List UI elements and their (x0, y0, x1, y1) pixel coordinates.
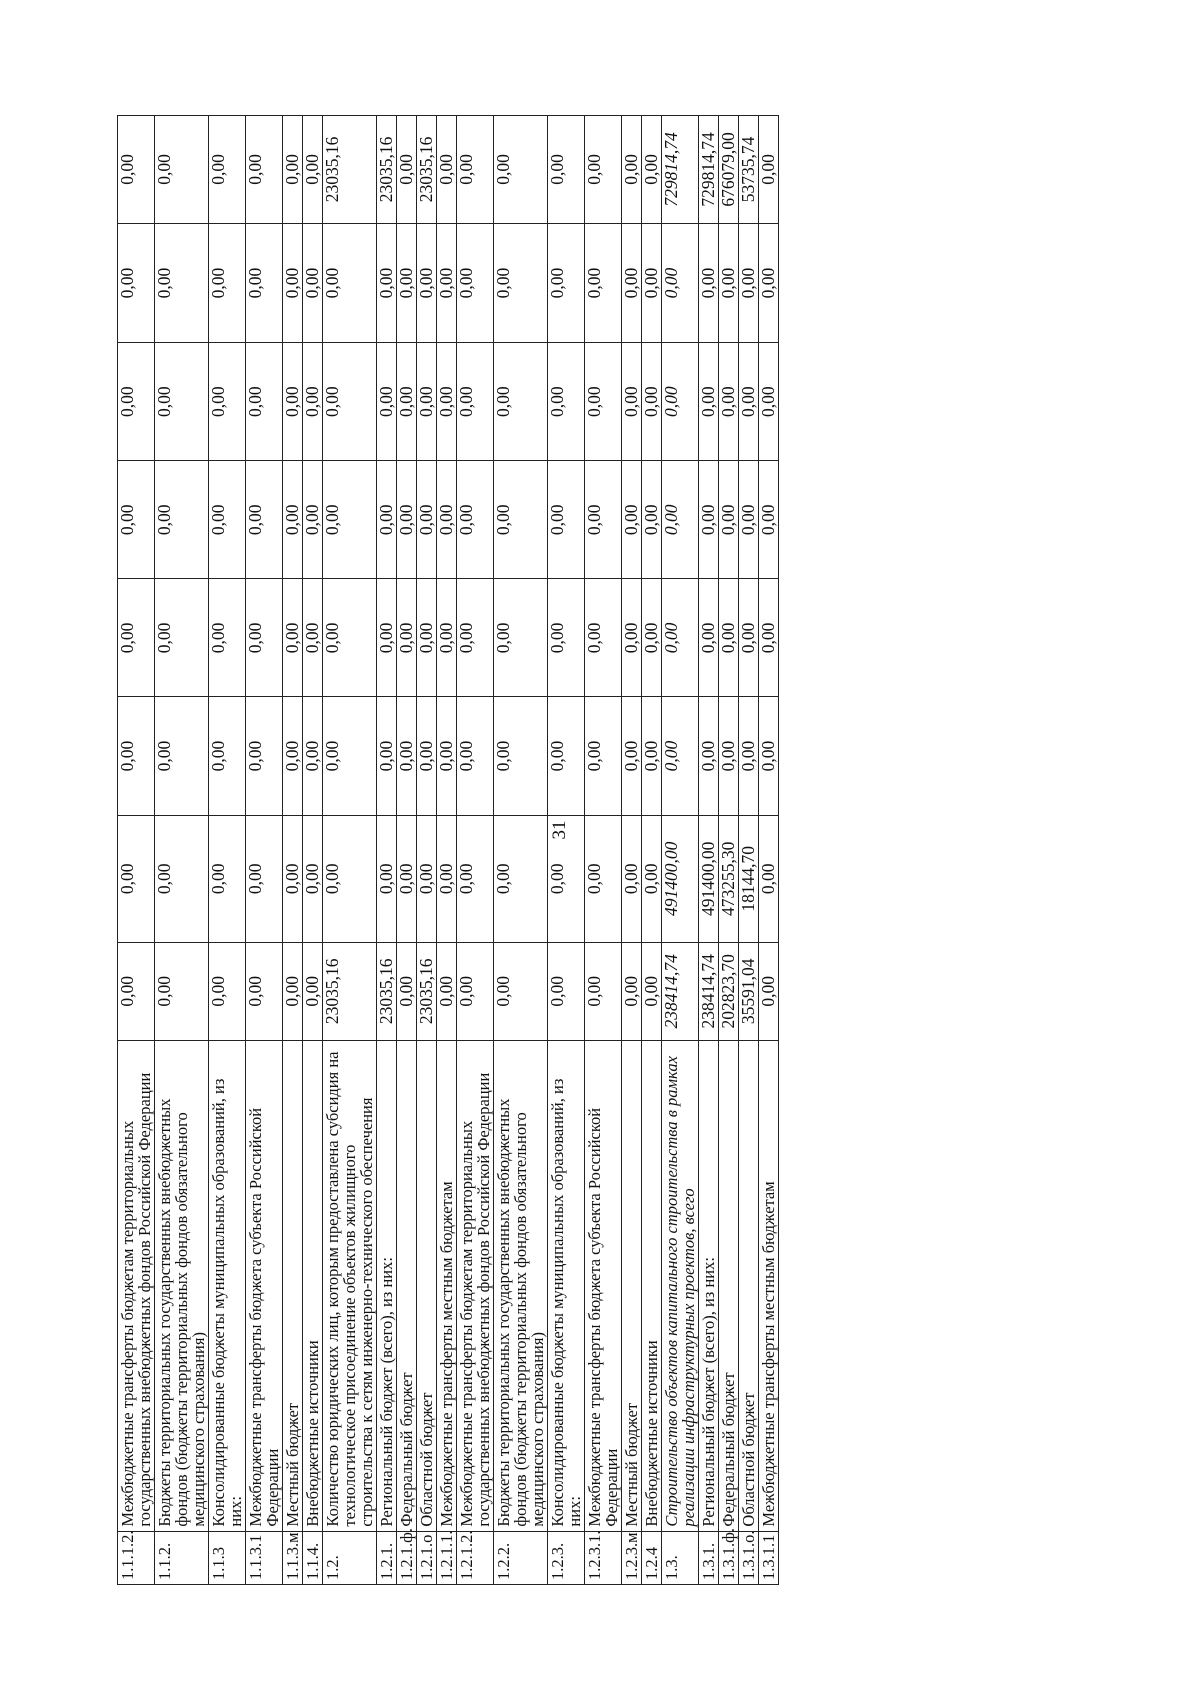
row-name: Федеральный бюджет (397, 1040, 417, 1531)
value-cell: 0,00 (118, 223, 155, 342)
table-row (494, 116, 548, 1585)
value-cell: 0,00 (662, 223, 699, 342)
value-cell: 0,00 (437, 116, 457, 224)
value-cell: 729814,74 (699, 116, 719, 224)
value-cell: 0,00 (494, 815, 548, 942)
value-cell: 0,00 (397, 942, 417, 1040)
value-cell: 0,00 (303, 942, 323, 1040)
value-cell: 0,00 (437, 815, 457, 942)
value-cell: 0,00 (283, 461, 303, 579)
value-cell: 0,00 (457, 223, 494, 342)
row-name: Региональный бюджет (всего), из них: (699, 1040, 719, 1531)
value-cell: 0,00 (283, 343, 303, 461)
value-cell: 0,00 (548, 461, 585, 579)
value-cell: 0,00 (759, 223, 779, 342)
value-cell: 0,00 (437, 343, 457, 461)
value-cell: 0,00 (699, 461, 719, 579)
value-cell: 0,00 (155, 116, 209, 224)
row-name: Федеральный бюджет (719, 1040, 739, 1531)
value-cell: 0,00 (155, 461, 209, 579)
row-code: 1.3.1.ф. (719, 1531, 739, 1584)
row-name: Региональный бюджет (всего), из них: (377, 1040, 397, 1531)
value-cell: 0,00 (662, 461, 699, 579)
value-cell: 0,00 (437, 697, 457, 815)
table-row (642, 116, 662, 1585)
value-cell: 0,00 (585, 223, 622, 342)
value-cell: 0,00 (417, 461, 437, 579)
value-cell: 0,00 (585, 942, 622, 1040)
value-cell: 0,00 (323, 223, 377, 342)
value-cell: 0,00 (437, 223, 457, 342)
row-code: 1.1.4. (303, 1531, 323, 1584)
value-cell: 0,00 (303, 223, 323, 342)
value-cell: 0,00 (397, 697, 417, 815)
table-row (548, 116, 585, 1585)
value-cell: 0,00 (548, 116, 585, 224)
value-cell: 0,00 (548, 223, 585, 342)
table-row (622, 116, 642, 1585)
value-cell: 0,00 (622, 223, 642, 342)
row-code: 1.3.1. (699, 1531, 719, 1584)
table-row (397, 116, 417, 1585)
value-cell: 0,00 (719, 223, 739, 342)
value-cell: 0,00 (642, 697, 662, 815)
value-cell: 0,00 (548, 343, 585, 461)
value-cell: 0,00 (303, 815, 323, 942)
value-cell: 0,00 (323, 461, 377, 579)
value-cell: 0,00 (548, 697, 585, 815)
value-cell: 0,00 (417, 579, 437, 697)
value-cell: 0,00 (417, 223, 437, 342)
value-cell: 0,00 (642, 343, 662, 461)
value-cell: 0,00 (759, 942, 779, 1040)
row-code: 1.1.3.1 (246, 1531, 283, 1584)
table-row (209, 116, 246, 1585)
value-cell: 0,00 (377, 579, 397, 697)
row-code: 1.2.3.м (622, 1531, 642, 1584)
value-cell: 0,00 (209, 942, 246, 1040)
table-row (585, 116, 622, 1585)
row-name: Межбюджетные трансферты местным бюджетам (437, 1040, 457, 1531)
table-row (417, 116, 437, 1585)
value-cell: 0,00 (719, 343, 739, 461)
value-cell: 0,00 (246, 815, 283, 942)
value-cell: 0,00 (759, 461, 779, 579)
value-cell: 23035,16 (323, 116, 377, 224)
value-cell: 0,00 (397, 579, 417, 697)
value-cell: 0,00 (622, 116, 642, 224)
value-cell: 0,00 (246, 697, 283, 815)
value-cell: 0,00 (759, 815, 779, 942)
value-cell: 0,00 (759, 697, 779, 815)
value-cell: 0,00 (719, 697, 739, 815)
row-name: Межбюджетные трансферты бюджета субъекта Российской Федерации (246, 1040, 283, 1531)
value-cell: 0,00 (209, 223, 246, 342)
value-cell: 0,00 (283, 116, 303, 224)
value-cell: 0,00 (283, 815, 303, 942)
value-cell: 238414,74 (662, 942, 699, 1040)
value-cell: 0,00 (622, 815, 642, 942)
value-cell: 0,00 (662, 697, 699, 815)
table-row (437, 116, 457, 1585)
value-cell: 0,00 (759, 579, 779, 697)
table-row (759, 116, 779, 1585)
value-cell: 0,00 (739, 461, 759, 579)
table-row (739, 116, 759, 1585)
value-cell: 0,00 (585, 461, 622, 579)
value-cell: 0,00 (494, 579, 548, 697)
value-cell: 0,00 (323, 815, 377, 942)
value-cell: 0,00 (155, 223, 209, 342)
row-code: 1.2.1.2. (457, 1531, 494, 1584)
row-code: 1.3.1.1 (759, 1531, 779, 1584)
value-cell: 0,00 (377, 461, 397, 579)
value-cell: 53735,74 (739, 116, 759, 224)
value-cell: 491400,00 (699, 815, 719, 942)
value-cell: 35591,04 (739, 942, 759, 1040)
value-cell: 0,00 (662, 579, 699, 697)
value-cell: 0,00 (155, 343, 209, 461)
value-cell: 0,00 (303, 697, 323, 815)
value-cell: 0,00 (494, 223, 548, 342)
row-code: 1.1.3 (209, 1531, 246, 1584)
value-cell: 0,00 (642, 223, 662, 342)
value-cell: 0,00 (209, 461, 246, 579)
value-cell: 0,00 (118, 815, 155, 942)
value-cell: 0,00 (548, 815, 585, 942)
value-cell: 0,00 (585, 579, 622, 697)
table-row (377, 116, 397, 1585)
value-cell: 0,00 (642, 942, 662, 1040)
value-cell: 0,00 (759, 343, 779, 461)
value-cell: 0,00 (548, 579, 585, 697)
value-cell: 0,00 (457, 815, 494, 942)
table-row (155, 116, 209, 1585)
value-cell: 0,00 (585, 815, 622, 942)
value-cell: 0,00 (323, 697, 377, 815)
value-cell: 0,00 (155, 697, 209, 815)
value-cell: 238414,74 (699, 942, 719, 1040)
value-cell: 23035,16 (417, 116, 437, 224)
value-cell: 0,00 (118, 116, 155, 224)
value-cell: 0,00 (739, 343, 759, 461)
value-cell: 0,00 (739, 697, 759, 815)
value-cell: 23035,16 (377, 942, 397, 1040)
value-cell: 0,00 (155, 942, 209, 1040)
value-cell: 0,00 (118, 579, 155, 697)
value-cell: 0,00 (303, 579, 323, 697)
value-cell: 0,00 (457, 343, 494, 461)
value-cell: 0,00 (622, 461, 642, 579)
value-cell: 0,00 (622, 942, 642, 1040)
value-cell: 0,00 (283, 942, 303, 1040)
budget-table (117, 115, 779, 1585)
value-cell: 0,00 (397, 461, 417, 579)
value-cell: 0,00 (494, 942, 548, 1040)
value-cell: 0,00 (494, 116, 548, 224)
value-cell: 0,00 (457, 697, 494, 815)
value-cell: 0,00 (622, 697, 642, 815)
row-name: Межбюджетные трансферты бюджетам территориальных государственных внебюджетных фондов Российской Федерации (457, 1040, 494, 1531)
row-name: Бюджеты территориальных государственных внебюджетных фондов (бюджеты территориальных фондов обязательного медицинского страхования) (494, 1040, 548, 1531)
row-name: Межбюджетные трансферты бюджета субъекта Российской Федерации (585, 1040, 622, 1531)
table-row (246, 116, 283, 1585)
row-code: 1.2.1.1. (437, 1531, 457, 1584)
value-cell: 0,00 (118, 343, 155, 461)
value-cell: 0,00 (303, 116, 323, 224)
table-row (662, 116, 699, 1585)
value-cell: 0,00 (699, 697, 719, 815)
value-cell: 491400,00 (662, 815, 699, 942)
value-cell: 0,00 (642, 815, 662, 942)
value-cell: 23035,16 (417, 942, 437, 1040)
value-cell: 0,00 (209, 579, 246, 697)
value-cell: 0,00 (719, 461, 739, 579)
value-cell: 0,00 (246, 343, 283, 461)
value-cell: 0,00 (118, 461, 155, 579)
value-cell: 0,00 (494, 461, 548, 579)
row-code: 1.2.3.1. (585, 1531, 622, 1584)
value-cell: 0,00 (437, 579, 457, 697)
value-cell: 18144,70 (739, 815, 759, 942)
row-code: 1.1.3.м (283, 1531, 303, 1584)
value-cell: 0,00 (246, 116, 283, 224)
table-row (303, 116, 323, 1585)
row-name: Консолидированные бюджеты муниципальных образований, из них: (209, 1040, 246, 1531)
value-cell: 0,00 (397, 343, 417, 461)
row-name: Областной бюджет (417, 1040, 437, 1531)
value-cell: 0,00 (246, 942, 283, 1040)
value-cell: 0,00 (323, 579, 377, 697)
row-name: Областной бюджет (739, 1040, 759, 1531)
value-cell: 23035,16 (377, 116, 397, 224)
row-code: 1.2.1. (377, 1531, 397, 1584)
value-cell: 0,00 (283, 579, 303, 697)
value-cell: 0,00 (642, 579, 662, 697)
value-cell: 0,00 (494, 343, 548, 461)
value-cell: 0,00 (585, 343, 622, 461)
value-cell: 0,00 (699, 343, 719, 461)
rotated-page-content (117, 115, 779, 1585)
row-code: 1.1.2. (155, 1531, 209, 1584)
value-cell: 0,00 (303, 343, 323, 461)
value-cell: 0,00 (209, 697, 246, 815)
value-cell: 0,00 (699, 223, 719, 342)
row-code: 1.3. (662, 1531, 699, 1584)
table-row (283, 116, 303, 1585)
table-row (323, 116, 377, 1585)
page-number: 31 (549, 820, 570, 840)
value-cell: 0,00 (699, 579, 719, 697)
row-code: 1.2.3. (548, 1531, 585, 1584)
row-code: 1.2.2. (494, 1531, 548, 1584)
value-cell: 0,00 (585, 697, 622, 815)
row-name: Внебюджетные источники (303, 1040, 323, 1531)
value-cell: 0,00 (209, 815, 246, 942)
value-cell: 0,00 (377, 815, 397, 942)
value-cell: 0,00 (739, 579, 759, 697)
row-code: 1.3.1.о. (739, 1531, 759, 1584)
value-cell: 0,00 (457, 116, 494, 224)
table-row (118, 116, 155, 1585)
row-name: Межбюджетные трансферты бюджетам территориальных государственных внебюджетных фондов Российской Федерации (118, 1040, 155, 1531)
value-cell: 0,00 (759, 116, 779, 224)
value-cell: 0,00 (585, 116, 622, 224)
value-cell: 473255,30 (719, 815, 739, 942)
row-code: 1.1.1.2. (118, 1531, 155, 1584)
table-row (719, 116, 739, 1585)
value-cell: 0,00 (417, 697, 437, 815)
value-cell: 0,00 (155, 579, 209, 697)
value-cell: 0,00 (118, 697, 155, 815)
row-code: 1.2.4 (642, 1531, 662, 1584)
table-row (457, 116, 494, 1585)
value-cell: 0,00 (377, 697, 397, 815)
row-name: Строительство объектов капитального строительства в рамках реализации инфраструктурных проектов, всего (662, 1040, 699, 1531)
value-cell: 0,00 (155, 815, 209, 942)
row-code: 1.2.1.ф. (397, 1531, 417, 1584)
value-cell: 0,00 (246, 223, 283, 342)
value-cell: 202823,70 (719, 942, 739, 1040)
value-cell: 0,00 (739, 223, 759, 342)
value-cell: 0,00 (323, 343, 377, 461)
budget-table-body (118, 116, 779, 1585)
value-cell: 0,00 (417, 815, 437, 942)
row-name: Внебюджетные источники (642, 1040, 662, 1531)
value-cell: 0,00 (397, 815, 417, 942)
row-name: Межбюджетные трансферты местным бюджетам (759, 1040, 779, 1531)
row-name: Количество юридических лиц, которым предоставлена субсидия на технологическое присоединение объектов жилищного строительства к сетям инженерно-технического обеспечения (323, 1040, 377, 1531)
row-name: Местный бюджет (622, 1040, 642, 1531)
value-cell: 0,00 (417, 343, 437, 461)
value-cell: 0,00 (118, 942, 155, 1040)
value-cell: 0,00 (437, 942, 457, 1040)
value-cell: 0,00 (457, 942, 494, 1040)
value-cell: 0,00 (397, 116, 417, 224)
value-cell: 0,00 (622, 343, 642, 461)
value-cell: 0,00 (209, 343, 246, 461)
value-cell: 0,00 (377, 343, 397, 461)
value-cell: 0,00 (283, 223, 303, 342)
value-cell: 0,00 (377, 223, 397, 342)
value-cell: 0,00 (437, 461, 457, 579)
row-name: Местный бюджет (283, 1040, 303, 1531)
value-cell: 0,00 (494, 697, 548, 815)
value-cell: 676079,00 (719, 116, 739, 224)
value-cell: 0,00 (303, 461, 323, 579)
value-cell: 0,00 (246, 579, 283, 697)
value-cell: 0,00 (397, 223, 417, 342)
value-cell: 0,00 (719, 579, 739, 697)
value-cell: 0,00 (548, 942, 585, 1040)
value-cell: 729814,74 (662, 116, 699, 224)
value-cell: 0,00 (622, 579, 642, 697)
table-row (699, 116, 719, 1585)
row-code: 1.2. (323, 1531, 377, 1584)
value-cell: 0,00 (662, 343, 699, 461)
value-cell: 0,00 (642, 116, 662, 224)
value-cell: 0,00 (457, 461, 494, 579)
value-cell: 23035,16 (323, 942, 377, 1040)
value-cell: 0,00 (209, 116, 246, 224)
value-cell: 0,00 (642, 461, 662, 579)
row-code: 1.2.1.о (417, 1531, 437, 1584)
value-cell: 0,00 (246, 461, 283, 579)
value-cell: 0,00 (457, 579, 494, 697)
row-name: Бюджеты территориальных государственных внебюджетных фондов (бюджеты территориальных фондов обязательного медицинского страхования) (155, 1040, 209, 1531)
row-name: Консолидированные бюджеты муниципальных образований, из них: (548, 1040, 585, 1531)
value-cell: 0,00 (283, 697, 303, 815)
